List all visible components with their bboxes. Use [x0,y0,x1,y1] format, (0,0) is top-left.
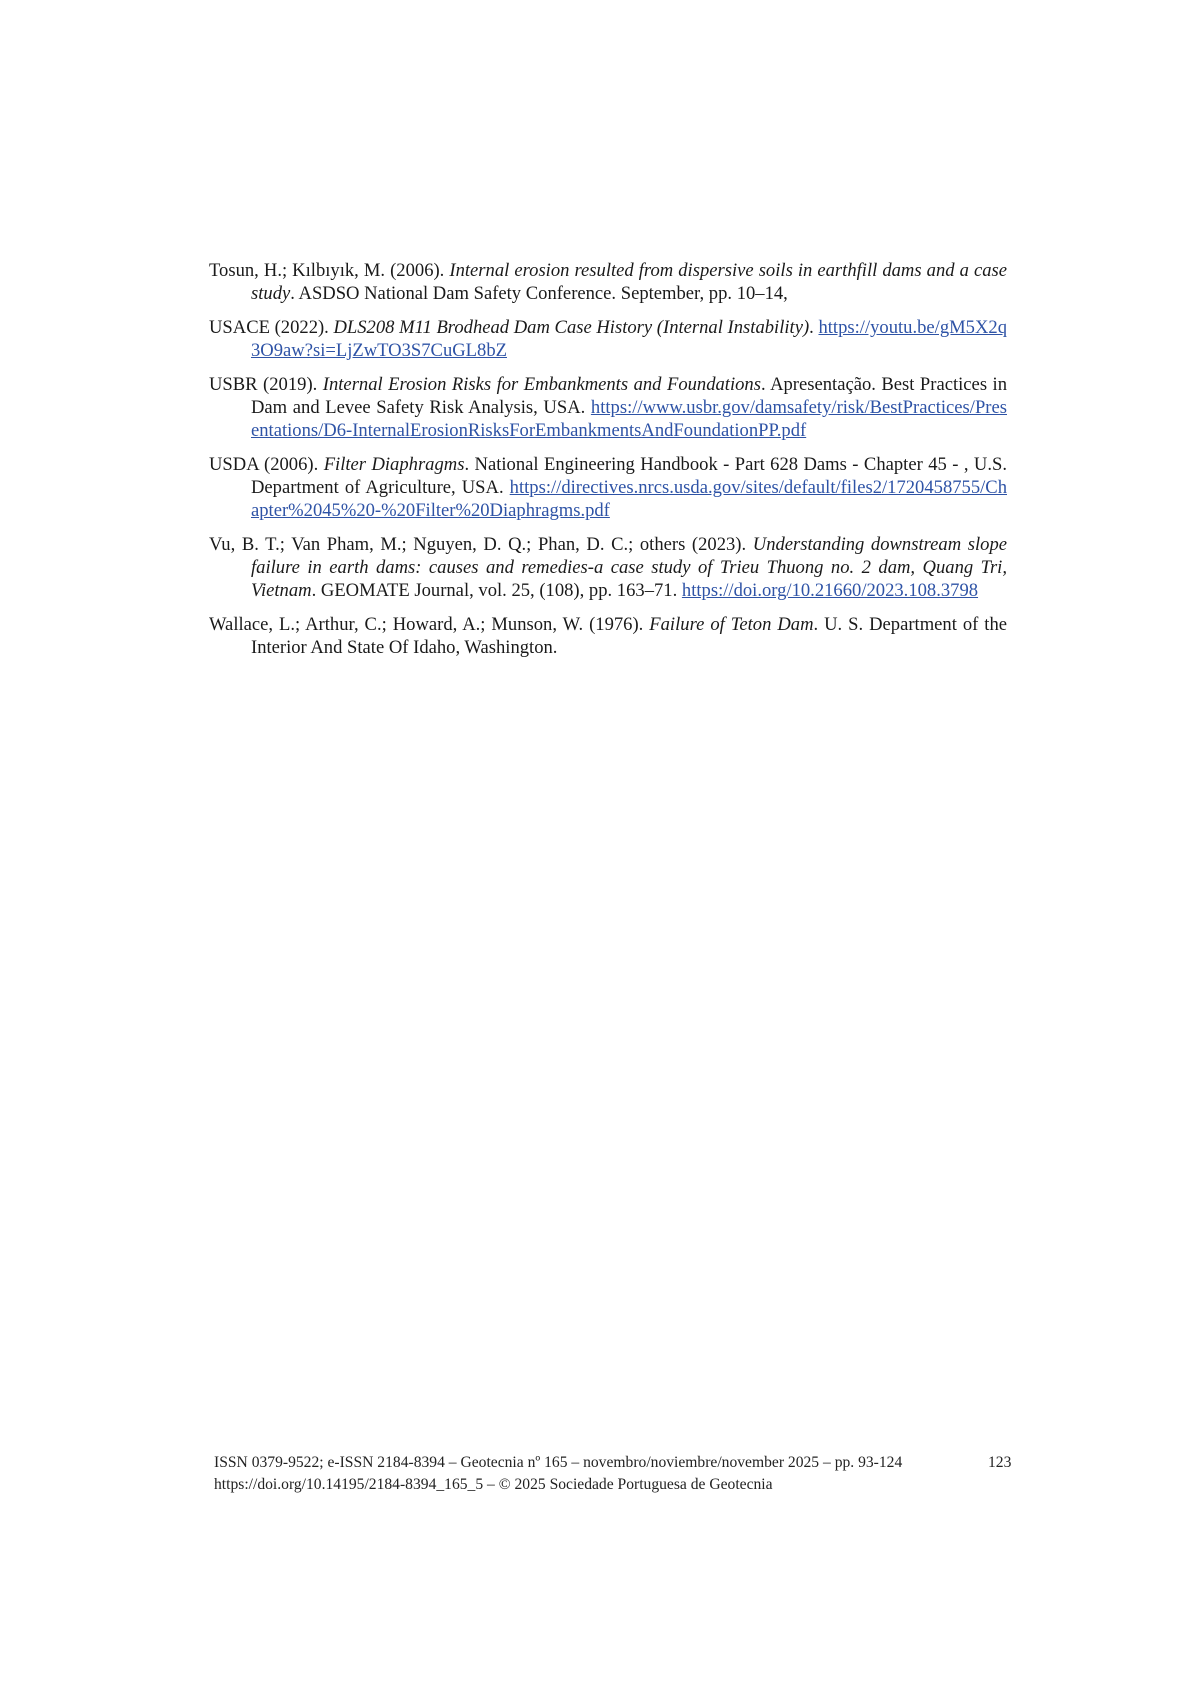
reference-link[interactable]: https://doi.org/10.21660/2023.108.3798 [681,580,979,601]
reference-authors: USDA (2006). [209,454,319,475]
reference-details: . GEOMATE Journal, vol. 25, (108), pp. 163–71. [311,580,678,601]
page-footer [214,1452,1014,1496]
reference-authors: USBR (2019). [209,374,318,395]
reference-wallace-1976 [209,613,1007,659]
reference-usda-2006 [209,453,1007,522]
footer-doi-line: https://doi.org/10.14195/2184-8394_165_5 – © 2025 Sociedade Portuguesa de Geotecnia [214,1476,773,1493]
reference-list [209,259,1007,670]
reference-vu-2023 [209,533,1007,602]
reference-title: Internal erosion resulted from dispersive soils in earthfill dams and a case study [251,260,1007,304]
page-number: 123 [988,1454,1012,1471]
reference-link[interactable]: https://youtu.be/gM5X2q3O9aw?si=LjZwTO3S7CuGL8bZ [251,317,1007,361]
footer-issn-line: ISSN 0379-9522; e-ISSN 2184-8394 – Geotecnia nº 165 – novembro/noviembre/november 2025 – pp. 93-124 [214,1454,903,1471]
reference-details: . [809,317,814,338]
reference-authors: Wallace, L.; Arthur, C.; Howard, A.; Munson, W. (1976). [209,614,644,635]
reference-title: Filter Diaphragms [323,454,465,475]
reference-authors: Vu, B. T.; Van Pham, M.; Nguyen, D. Q.; Phan, D. C.; others (2023). [209,534,747,555]
reference-usace-2022 [209,316,1007,362]
reference-authors: Tosun, H.; Kılbıyık, M. (2006). [209,260,445,281]
reference-details: . ASDSO National Dam Safety Conference. September, pp. 10–14, [290,283,788,304]
reference-title: Failure of Teton Dam [649,614,814,635]
reference-authors: USACE (2022). [209,317,329,338]
reference-link[interactable]: https://www.usbr.gov/damsafety/risk/BestPractices/Presentations/D6-InternalErosionRisksForEmbankmentsAndFoundationPP.pdf [251,397,1007,441]
reference-title: DLS208 M11 Brodhead Dam Case History (Internal Instability) [333,317,810,338]
reference-title: Understanding downstream slope failure in earth dams: causes and remedies-a case study of Trieu Thuong no. 2 dam, Quang Tri, Vietnam [251,534,1007,601]
reference-details: . U. S. Department of the Interior And State Of Idaho, Washington. [251,614,1007,658]
reference-tosun-2006 [209,259,1007,305]
reference-usbr-2019 [209,373,1007,442]
reference-details: . Apresentação. Best Practices in Dam and Levee Safety Risk Analysis, USA. [251,374,1007,418]
reference-link[interactable]: https://directives.nrcs.usda.gov/sites/default/files2/1720458755/Chapter%2045%20-%20Filter%20Diaphragms.pdf [251,477,1007,521]
reference-details: . National Engineering Handbook - Part 628 Dams - Chapter 45 - , U.S. Department of Agriculture, USA. [251,454,1007,498]
reference-title: Internal Erosion Risks for Embankments and Foundations [322,374,761,395]
